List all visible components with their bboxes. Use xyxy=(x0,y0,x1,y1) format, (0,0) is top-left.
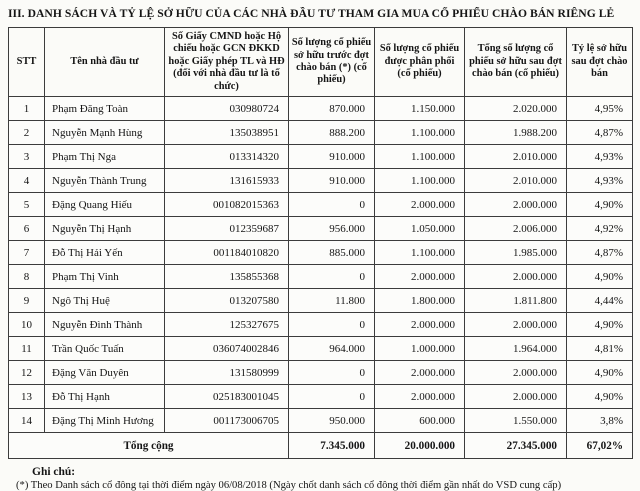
cell-after: 2.020.000 xyxy=(465,97,567,121)
cell-allocated: 2.000.000 xyxy=(375,313,465,337)
cell-stt: 11 xyxy=(9,337,45,361)
cell-ratio: 4,90% xyxy=(567,193,633,217)
cell-ratio: 4,87% xyxy=(567,241,633,265)
cell-stt: 14 xyxy=(9,409,45,433)
cell-name: Nguyễn Thị Hạnh xyxy=(45,217,165,241)
cell-name: Trần Quốc Tuấn xyxy=(45,337,165,361)
cell-before: 0 xyxy=(289,385,375,409)
total-row xyxy=(9,433,633,459)
cell-ratio: 4,90% xyxy=(567,385,633,409)
cell-id: 036074002846 xyxy=(165,337,289,361)
cell-stt: 7 xyxy=(9,241,45,265)
cell-ratio: 4,95% xyxy=(567,97,633,121)
cell-stt: 4 xyxy=(9,169,45,193)
cell-stt: 12 xyxy=(9,361,45,385)
cell-name: Đỗ Thị Hạnh xyxy=(45,385,165,409)
cell-name: Nguyễn Mạnh Hùng xyxy=(45,121,165,145)
total-before: 7.345.000 xyxy=(289,433,375,459)
cell-name: Phạm Đăng Toàn xyxy=(45,97,165,121)
cell-allocated: 600.000 xyxy=(375,409,465,433)
table-row xyxy=(9,313,633,337)
header-stt: STT xyxy=(9,28,45,97)
header-allocated: Số lượng cổ phiếu được phân phối (cổ phiếu) xyxy=(375,28,465,97)
cell-stt: 6 xyxy=(9,217,45,241)
total-ratio: 67,02% xyxy=(567,433,633,459)
cell-ratio: 4,81% xyxy=(567,337,633,361)
cell-ratio: 4,92% xyxy=(567,217,633,241)
cell-stt: 9 xyxy=(9,289,45,313)
table-row xyxy=(9,217,633,241)
cell-allocated: 1.800.000 xyxy=(375,289,465,313)
header-ratio: Tỷ lệ sở hữu sau đợt chào bán xyxy=(567,28,633,97)
table-footer xyxy=(9,433,633,459)
cell-before: 0 xyxy=(289,361,375,385)
cell-after: 1.988.200 xyxy=(465,121,567,145)
cell-name: Phạm Thị Nga xyxy=(45,145,165,169)
notes-section xyxy=(8,466,633,491)
cell-before: 964.000 xyxy=(289,337,375,361)
header-row xyxy=(9,28,633,97)
cell-before: 888.200 xyxy=(289,121,375,145)
table-row xyxy=(9,289,633,313)
cell-id: 030980724 xyxy=(165,97,289,121)
cell-stt: 10 xyxy=(9,313,45,337)
cell-allocated: 1.100.000 xyxy=(375,241,465,265)
header-before: Số lượng cổ phiếu sở hữu trước đợt chào bán (*) (cổ phiếu) xyxy=(289,28,375,97)
cell-after: 1.964.000 xyxy=(465,337,567,361)
cell-after: 1.985.000 xyxy=(465,241,567,265)
cell-allocated: 1.100.000 xyxy=(375,145,465,169)
cell-before: 870.000 xyxy=(289,97,375,121)
cell-name: Đỗ Thị Hải Yến xyxy=(45,241,165,265)
cell-allocated: 2.000.000 xyxy=(375,193,465,217)
total-after: 27.345.000 xyxy=(465,433,567,459)
cell-allocated: 2.000.000 xyxy=(375,265,465,289)
shareholders-table xyxy=(8,27,633,459)
cell-ratio: 4,44% xyxy=(567,289,633,313)
cell-ratio: 4,90% xyxy=(567,265,633,289)
cell-after: 1.811.800 xyxy=(465,289,567,313)
header-name: Tên nhà đầu tư xyxy=(45,28,165,97)
cell-name: Phạm Thị Vinh xyxy=(45,265,165,289)
cell-after: 2.000.000 xyxy=(465,265,567,289)
cell-stt: 2 xyxy=(9,121,45,145)
cell-name: Nguyễn Thành Trung xyxy=(45,169,165,193)
table-row xyxy=(9,241,633,265)
table-row xyxy=(9,265,633,289)
table-row xyxy=(9,409,633,433)
cell-ratio: 4,90% xyxy=(567,361,633,385)
cell-after: 1.550.000 xyxy=(465,409,567,433)
cell-name: Nguyễn Đình Thành xyxy=(45,313,165,337)
cell-before: 950.000 xyxy=(289,409,375,433)
cell-stt: 3 xyxy=(9,145,45,169)
cell-before: 910.000 xyxy=(289,169,375,193)
cell-id: 131580999 xyxy=(165,361,289,385)
total-allocated: 20.000.000 xyxy=(375,433,465,459)
table-row xyxy=(9,121,633,145)
cell-id: 135038951 xyxy=(165,121,289,145)
cell-ratio: 3,8% xyxy=(567,409,633,433)
cell-allocated: 1.050.000 xyxy=(375,217,465,241)
total-label: Tổng cộng xyxy=(9,433,289,459)
cell-id: 012359687 xyxy=(165,217,289,241)
cell-allocated: 2.000.000 xyxy=(375,361,465,385)
cell-before: 885.000 xyxy=(289,241,375,265)
cell-id: 131615933 xyxy=(165,169,289,193)
cell-before: 0 xyxy=(289,313,375,337)
cell-before: 11.800 xyxy=(289,289,375,313)
table-row xyxy=(9,97,633,121)
cell-allocated: 1.150.000 xyxy=(375,97,465,121)
cell-name: Đặng Văn Duyên xyxy=(45,361,165,385)
cell-before: 956.000 xyxy=(289,217,375,241)
table-row xyxy=(9,361,633,385)
cell-allocated: 2.000.000 xyxy=(375,385,465,409)
cell-stt: 1 xyxy=(9,97,45,121)
cell-id: 001184010820 xyxy=(165,241,289,265)
cell-after: 2.006.000 xyxy=(465,217,567,241)
cell-before: 0 xyxy=(289,265,375,289)
cell-id: 013207580 xyxy=(165,289,289,313)
cell-after: 2.000.000 xyxy=(465,313,567,337)
table-row xyxy=(9,337,633,361)
cell-ratio: 4,87% xyxy=(567,121,633,145)
section-title: III. DANH SÁCH VÀ TỶ LỆ SỞ HỮU CỦA CÁC NHÀ ĐẦU TƯ THAM GIA MUA CỔ PHIẾU CHÀO BÁN RIÊNG LẺ xyxy=(8,7,615,20)
cell-allocated: 1.000.000 xyxy=(375,337,465,361)
table-row xyxy=(9,193,633,217)
cell-id: 135855368 xyxy=(165,265,289,289)
cell-name: Đặng Thị Minh Hương xyxy=(45,409,165,433)
cell-allocated: 1.100.000 xyxy=(375,121,465,145)
footnote-asterisk: (*) Theo Danh sách cổ đông tại thời điểm ngày 06/08/2018 (Ngày chốt danh sách cổ đông thời điểm gần nhất do VSD cung cấp) xyxy=(16,480,562,491)
header-after: Tổng số lượng cổ phiếu sở hữu sau đợt chào bán (cổ phiếu) xyxy=(465,28,567,97)
cell-id: 001173006705 xyxy=(165,409,289,433)
cell-id: 013314320 xyxy=(165,145,289,169)
cell-after: 2.010.000 xyxy=(465,145,567,169)
cell-ratio: 4,90% xyxy=(567,313,633,337)
table-row xyxy=(9,385,633,409)
cell-name: Ngô Thị Huệ xyxy=(45,289,165,313)
cell-ratio: 4,93% xyxy=(567,169,633,193)
cell-name: Đặng Quang Hiếu xyxy=(45,193,165,217)
table-row xyxy=(9,169,633,193)
cell-after: 2.000.000 xyxy=(465,385,567,409)
cell-id: 025183001045 xyxy=(165,385,289,409)
cell-id: 001082015363 xyxy=(165,193,289,217)
header-id: Số Giấy CMND hoặc Hộ chiếu hoặc GCN ĐKKD hoặc Giấy phép TL và HĐ (đối với nhà đầu tư là tổ chức) xyxy=(165,28,289,97)
cell-before: 0 xyxy=(289,193,375,217)
cell-after: 2.000.000 xyxy=(465,193,567,217)
cell-stt: 5 xyxy=(9,193,45,217)
cell-before: 910.000 xyxy=(289,145,375,169)
cell-id: 125327675 xyxy=(165,313,289,337)
notes-label: Ghi chú: xyxy=(32,466,76,479)
cell-stt: 8 xyxy=(9,265,45,289)
table-body xyxy=(9,97,633,433)
cell-after: 2.000.000 xyxy=(465,361,567,385)
cell-ratio: 4,93% xyxy=(567,145,633,169)
cell-allocated: 1.100.000 xyxy=(375,169,465,193)
table-header xyxy=(9,28,633,97)
cell-after: 2.010.000 xyxy=(465,169,567,193)
table-row xyxy=(9,145,633,169)
cell-stt: 13 xyxy=(9,385,45,409)
